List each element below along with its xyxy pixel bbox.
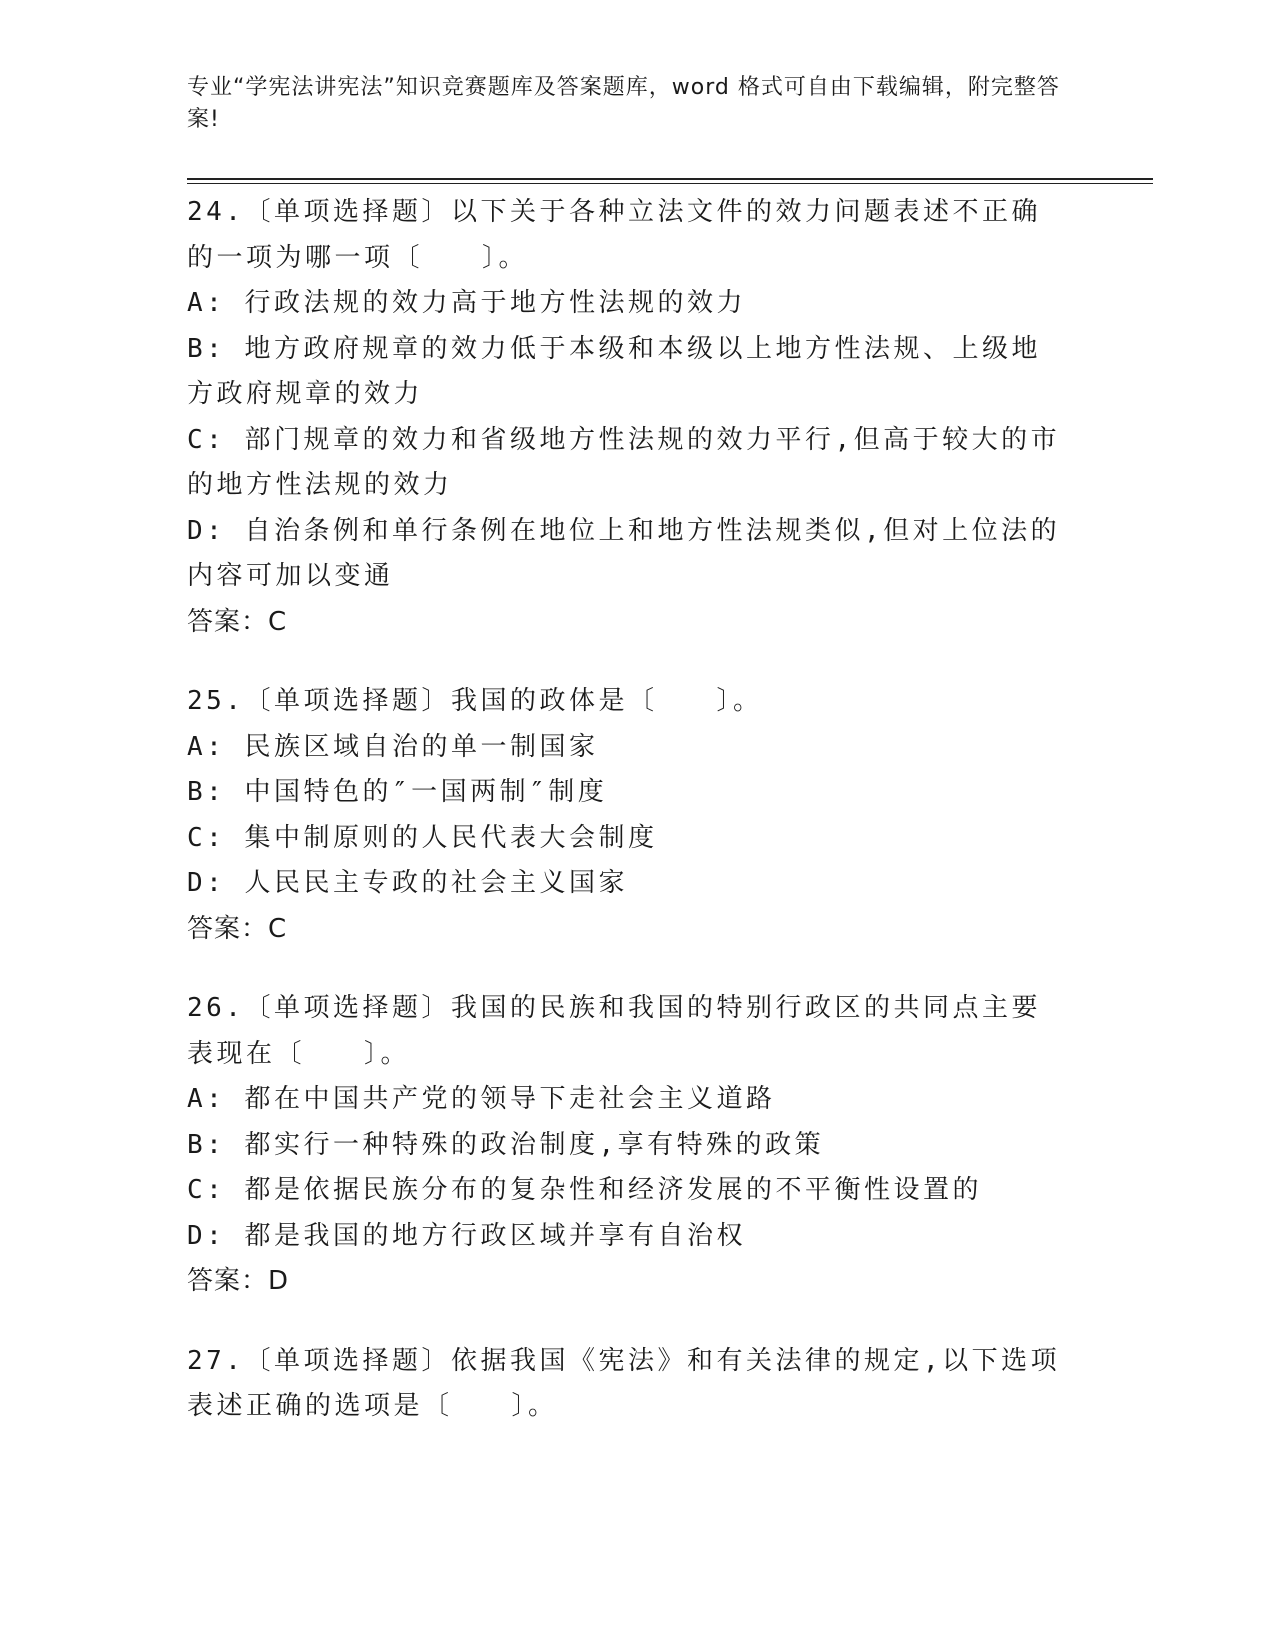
option-d: D: 都是我国的地方行政区域并享有自治权 (187, 1220, 746, 1251)
option-a: A: 行政法规的效力高于地方性法规的效力 (187, 288, 746, 318)
option-a: A: 民族区域自治的单一制国家 (187, 731, 599, 762)
option-b: B: 中国特色的″一国两制″制度 (187, 777, 608, 807)
question-stem: 27.〔单项选择题〕依据我国《宪法》和有关法律的规定,以下选项表述正确的选项是〔 〕。 (187, 1345, 1061, 1421)
option-a: A: 都在中国共产党的领导下走社会主义道路 (187, 1084, 776, 1114)
question-stem: 25.〔单项选择题〕我国的政体是〔 〕。 (187, 686, 763, 716)
question-25 (187, 679, 1087, 952)
question-27 (187, 1339, 1087, 1430)
question-stem: 24.〔单项选择题〕以下关于各种立法文件的效力问题表述不正确的一项为哪一项〔 〕。 (187, 197, 1041, 273)
document-header: 专业“学宪法讲宪法”知识竞赛题库及答案题库，word 格式可自由下载编辑，附完整答案! (187, 75, 1060, 132)
option-b: B: 地方政府规章的效力低于本级和本级以上地方性法规、上级地方政府规章的效力 (187, 333, 1041, 409)
question-24 (187, 190, 1087, 645)
option-c: C: 集中制原则的人民代表大会制度 (187, 822, 658, 853)
option-d: D: 自治条例和单行条例在地位上和地方性法规类似,但对上位法的内容可加以变通 (187, 515, 1061, 591)
answer-label: 答案：C (187, 913, 288, 944)
option-c: C: 都是依据民族分布的复杂性和经济发展的不平衡性设置的 (187, 1175, 982, 1205)
option-d: D: 人民民主专政的社会主义国家 (187, 868, 628, 898)
header-rule-thick (187, 178, 1153, 180)
header-rule-thin (187, 183, 1153, 184)
question-list (187, 190, 1087, 1464)
answer-label: 答案：C (187, 606, 288, 637)
option-b: B: 都实行一种特殊的政治制度,享有特殊的政策 (187, 1129, 825, 1160)
question-stem: 26.〔单项选择题〕我国的民族和我国的特别行政区的共同点主要表现在〔 〕。 (187, 993, 1041, 1069)
question-26 (187, 986, 1087, 1305)
answer-label: 答案：D (187, 1266, 290, 1296)
option-c: C: 部门规章的效力和省级地方性法规的效力平行,但高于较大的市的地方性法规的效力 (187, 424, 1061, 500)
